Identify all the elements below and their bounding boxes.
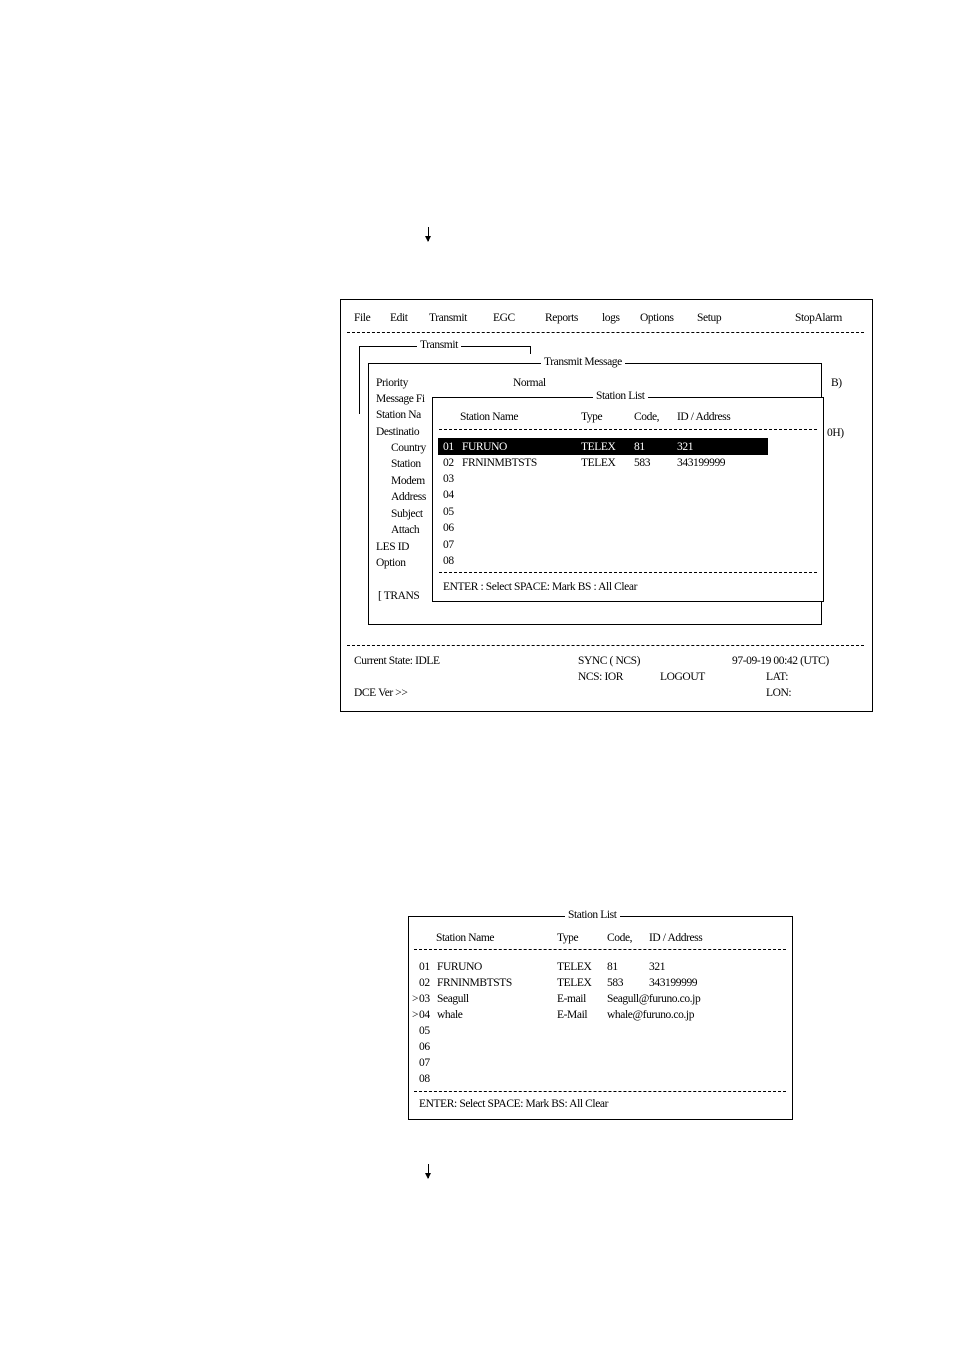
transmit-tab-line-right [530, 346, 531, 354]
station-list-popup [432, 390, 824, 602]
field-station-name[interactable]: Station Na [376, 409, 421, 421]
row-number: 02 [419, 977, 430, 989]
row-number: 01 [419, 961, 430, 973]
menu-file[interactable]: File [354, 312, 371, 324]
ncs-status: NCS: IOR [578, 671, 624, 683]
table-row[interactable]: 08 [419, 1073, 430, 1085]
row-code: 583 [607, 977, 624, 989]
right-edge-text-1: B) [831, 377, 842, 389]
row-number: 02 [443, 457, 454, 469]
field-attach[interactable]: Attach [391, 524, 420, 536]
row-id: 321 [649, 961, 666, 973]
lon-label: LON: [766, 687, 792, 699]
field-subject[interactable]: Subject [391, 508, 423, 520]
date-time: 97-09-19 00:42 (UTC) [732, 655, 829, 667]
table-row[interactable]: 07 [419, 1057, 430, 1069]
col-header-type: Type [557, 932, 579, 944]
menu-edit[interactable]: Edit [390, 312, 408, 324]
footer-divider [439, 572, 817, 573]
menu-logs[interactable]: logs [602, 312, 620, 324]
menu-setup[interactable]: Setup [697, 312, 722, 324]
down-arrow-icon [428, 1164, 429, 1178]
table-row[interactable]: 06 [419, 1041, 430, 1053]
mark-indicator: > [412, 993, 419, 1005]
lat-label: LAT: [766, 671, 789, 683]
table-row[interactable]: 06 [443, 522, 454, 534]
row-station-name[interactable]: FURUNO [437, 961, 482, 973]
row-type: TELEX [581, 441, 616, 453]
right-edge-text-2: 0H) [827, 427, 844, 439]
field-destination[interactable]: Destinatio [376, 426, 420, 438]
table-row[interactable]: 08 [443, 555, 454, 567]
row-code: 583 [634, 457, 651, 469]
row-station-name[interactable]: FRNINMBTSTS [437, 977, 512, 989]
row-station-name: FURUNO [462, 441, 507, 453]
priority-value[interactable]: Normal [513, 377, 546, 389]
field-message-file[interactable]: Message Fi [376, 393, 425, 405]
table-row[interactable]: 04 [443, 489, 454, 501]
row-code: 81 [634, 441, 645, 453]
menu-options[interactable]: Options [640, 312, 674, 324]
table-row[interactable]: 07 [443, 539, 454, 551]
row-station-name[interactable]: whale [437, 1009, 463, 1021]
logout-status: LOGOUT [660, 671, 705, 683]
menu-transmit[interactable]: Transmit [429, 312, 467, 324]
stop-alarm-button[interactable]: StopAlarm [795, 312, 842, 324]
menu-egc[interactable]: EGC [493, 312, 515, 324]
station-list-window [408, 909, 793, 1120]
option-label[interactable]: Option [376, 557, 406, 569]
row-id: whale@furuno.co.jp [607, 1009, 695, 1021]
priority-label: Priority [376, 377, 408, 389]
station-list-title: Station List [593, 390, 648, 403]
col-header-code: Code, [607, 932, 633, 944]
field-country[interactable]: Country [391, 442, 426, 454]
down-arrow-icon [428, 227, 429, 241]
table-row[interactable]: 05 [419, 1025, 430, 1037]
field-station[interactable]: Station [391, 458, 421, 470]
field-modem[interactable]: Modem [391, 475, 425, 487]
row-type: TELEX [557, 961, 592, 973]
sync-status: SYNC ( NCS) [578, 655, 641, 667]
row-id: Seagull@furuno.co.jp [607, 993, 701, 1005]
transmit-message-title: Transmit Message [541, 356, 625, 369]
row-number: 03 [419, 993, 430, 1005]
row-number: 01 [443, 441, 454, 453]
table-row[interactable]: 05 [443, 506, 454, 518]
header-divider [414, 949, 786, 950]
col-header-type: Type [581, 411, 603, 423]
col-header-station-name: Station Name [436, 932, 495, 944]
key-hints: ENTER : Select SPACE: Mark BS : All Clear [443, 581, 638, 593]
menu-reports[interactable]: Reports [545, 312, 578, 324]
row-id: 343199999 [677, 457, 726, 469]
row-number: 04 [419, 1009, 430, 1021]
key-hints: ENTER: Select SPACE: Mark BS: All Clear [419, 1098, 609, 1110]
station-list-title: Station List [565, 909, 620, 922]
transmit-tab-line-left [359, 346, 360, 414]
dce-version: DCE Ver >> [354, 687, 408, 699]
row-station-name[interactable]: Seagull [437, 993, 469, 1005]
table-row[interactable]: 03 [443, 473, 454, 485]
row-id: 321 [677, 441, 694, 453]
header-divider [439, 429, 817, 430]
row-code: 81 [607, 961, 618, 973]
footer-divider [414, 1091, 786, 1092]
row-type: TELEX [557, 977, 592, 989]
col-header-code: Code, [634, 411, 660, 423]
terminal-screen [340, 299, 873, 712]
row-station-name: FRNINMBTSTS [462, 457, 537, 469]
col-header-id: ID / Address [677, 411, 731, 423]
current-state: Current State: IDLE [354, 655, 440, 667]
row-type: E-mail [557, 993, 586, 1005]
row-type: TELEX [581, 457, 616, 469]
menu-divider [347, 332, 864, 333]
row-id: 343199999 [649, 977, 698, 989]
les-id-label[interactable]: LES ID [376, 541, 410, 553]
transmit-tab-title[interactable]: Transmit [417, 339, 461, 352]
status-divider [347, 645, 864, 646]
col-header-station-name: Station Name [460, 411, 519, 423]
col-header-id: ID / Address [649, 932, 703, 944]
transmit-button[interactable]: [ TRANS [378, 590, 420, 602]
mark-indicator: > [412, 1009, 419, 1021]
field-address[interactable]: Address [391, 491, 426, 503]
row-type: E-Mail [557, 1009, 588, 1021]
